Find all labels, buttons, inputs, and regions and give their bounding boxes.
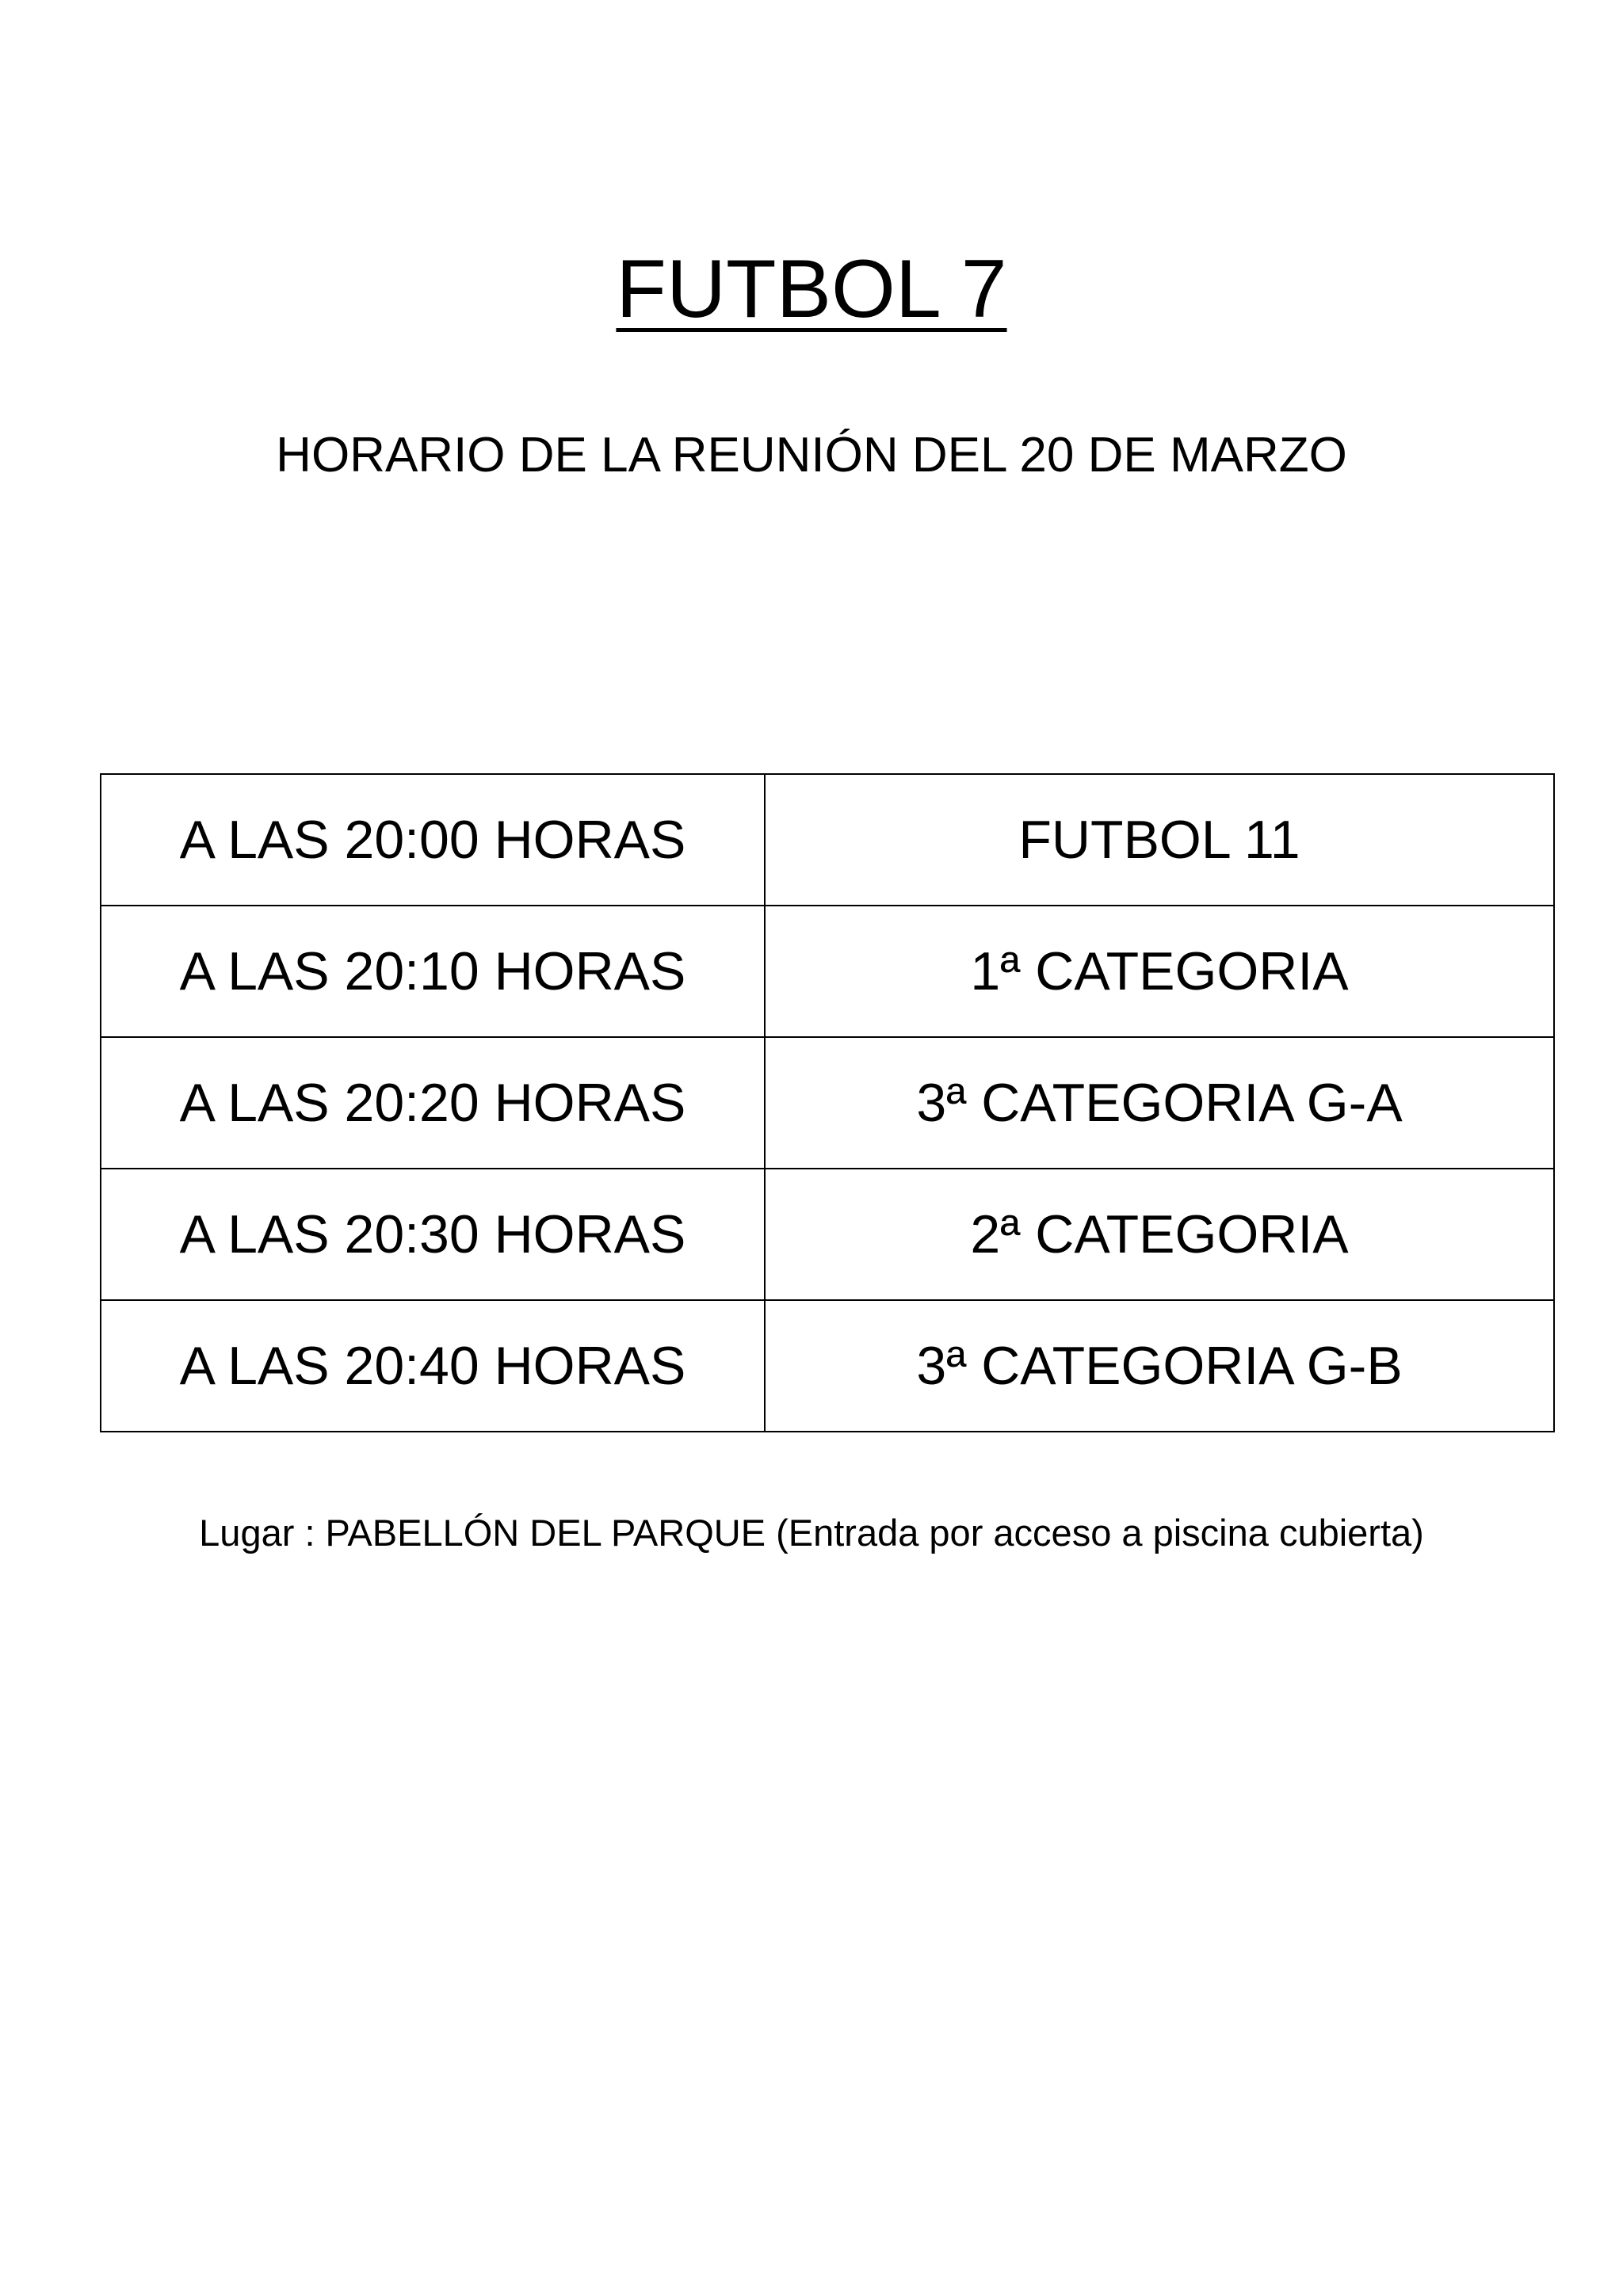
schedule-time-cell: A LAS 20:00 HORAS — [101, 774, 765, 906]
table-row — [101, 1169, 1554, 1300]
location-note: Lugar : PABELLÓN DEL PARQUE (Entrada por acceso a piscina cubierta) — [199, 1512, 1424, 1554]
schedule-category-cell: FUTBOL 11 — [765, 774, 1554, 906]
schedule-category-cell: 2ª CATEGORIA — [765, 1169, 1554, 1300]
page-subtitle: HORARIO DE LA REUNIÓN DEL 20 DE MARZO — [276, 428, 1347, 482]
schedule-category-cell: 3ª CATEGORIA G-B — [765, 1300, 1554, 1432]
table-row — [101, 774, 1554, 906]
schedule-time-cell: A LAS 20:20 HORAS — [101, 1037, 765, 1169]
page-title — [0, 238, 1623, 341]
page-title-text: FUTBOL 7 — [616, 243, 1007, 335]
schedule-table — [100, 773, 1555, 1432]
schedule-time-cell: A LAS 20:10 HORAS — [101, 906, 765, 1037]
table-row — [101, 1037, 1554, 1169]
schedule-time-cell: A LAS 20:40 HORAS — [101, 1300, 765, 1432]
schedule-category-cell: 3ª CATEGORIA G-A — [765, 1037, 1554, 1169]
table-row — [101, 906, 1554, 1037]
schedule-category-cell: 1ª CATEGORIA — [765, 906, 1554, 1037]
table-row — [101, 1300, 1554, 1432]
schedule-time-cell: A LAS 20:30 HORAS — [101, 1169, 765, 1300]
